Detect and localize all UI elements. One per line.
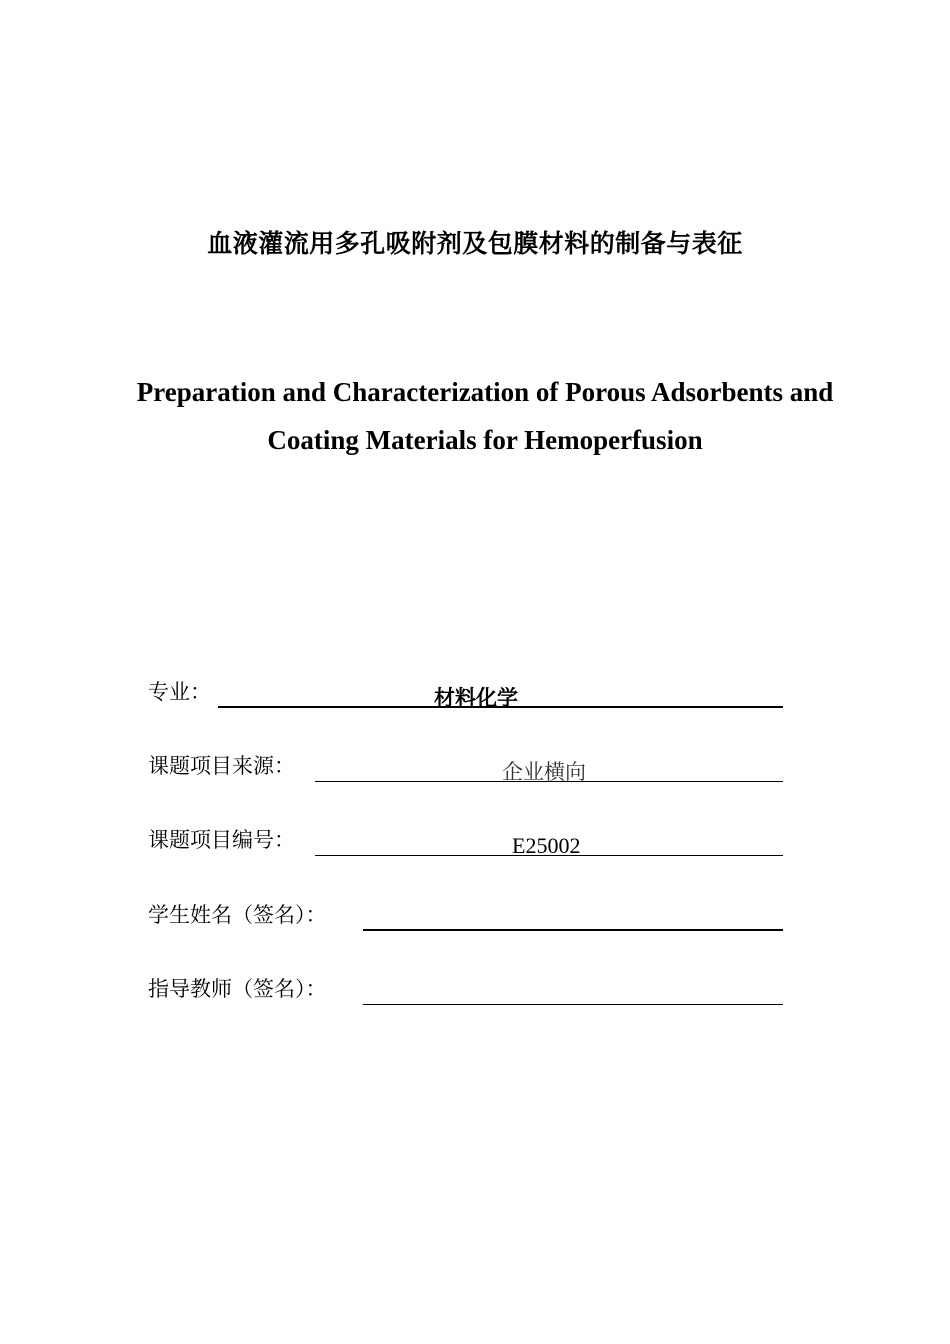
field-project-number — [148, 820, 788, 856]
student-signature-label: 学生姓名（签名）： — [148, 903, 327, 927]
major-label: 专业： — [148, 680, 211, 704]
major-value: 材料化学 — [434, 686, 518, 710]
field-major — [148, 672, 788, 708]
english-title — [90, 368, 880, 464]
field-advisor-signature — [148, 969, 788, 1005]
project-source-value: 企业横向 — [502, 760, 586, 784]
advisor-signature-underline — [363, 978, 783, 1005]
student-signature-underline — [363, 903, 783, 931]
project-number-label: 课题项目编号： — [148, 828, 295, 852]
project-number-value: E25002 — [512, 833, 581, 858]
project-source-label: 课题项目来源： — [148, 754, 295, 778]
chinese-title: 血液灌流用多孔吸附剂及包膜材料的制备与表征 — [207, 229, 743, 258]
english-title-line-1: Preparation and Characterization of Porous Adsorbents and — [136, 377, 834, 407]
english-title-line-2: Coating Materials for Hemoperfusion — [267, 425, 703, 455]
advisor-signature-label: 指导教师（签名）： — [148, 977, 327, 1001]
field-project-source — [148, 746, 788, 782]
field-student-signature — [148, 895, 788, 931]
